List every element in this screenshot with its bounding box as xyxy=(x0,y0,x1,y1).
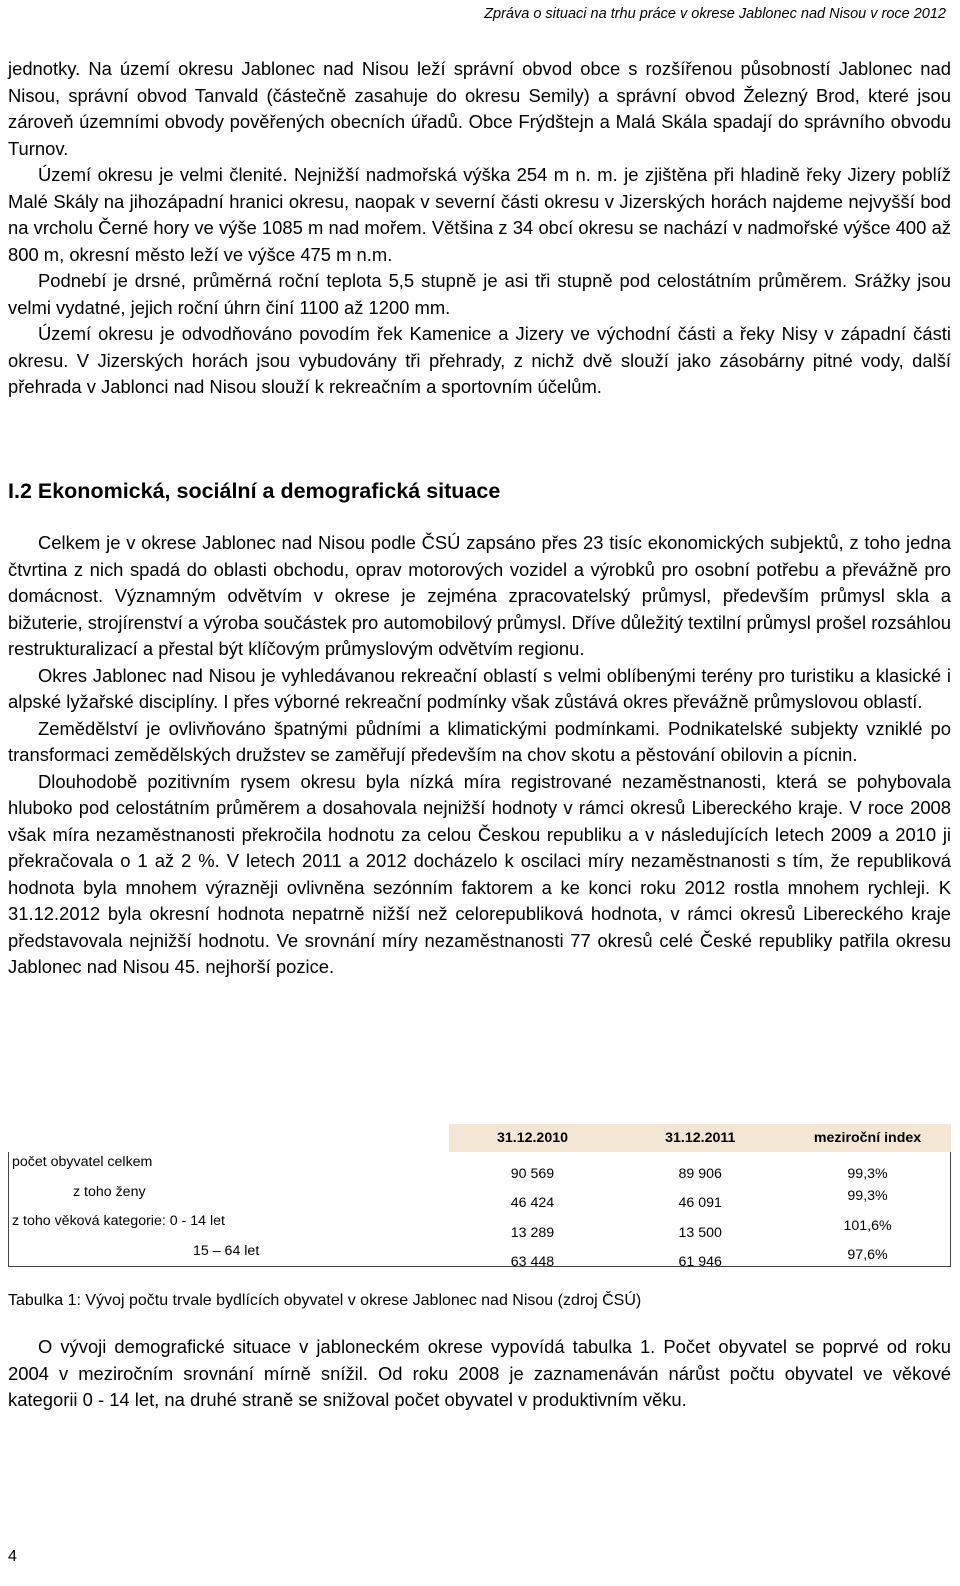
table-row xyxy=(8,1152,951,1182)
row-label: počet obyvatel celkem xyxy=(12,1154,153,1170)
table-header-index: meziroční index xyxy=(784,1124,951,1152)
paragraph: Území okresu je odvodňováno povodím řek Kamenice a Jizery ve východní části a řeky Nisy v západní části okresu. V Jizerských horách jsou vybudovány tři přehrady, z nichž dvě slouží jako zásobárny pitné vody, další přehrada v Jablonci nad Nisou slouží k rekreačním a sportovním účelům. xyxy=(8,323,951,397)
paragraph: Celkem je v okrese Jablonec nad Nisou podle ČSÚ zapsáno přes 23 tisíc ekonomických subjektů, z toho jedna čtvrtina z nich spadá do oblasti obchodu, oprav motorových vozidel a výrobků pro osobní potřebu a převážně pro domácnost. Významným odvětvím v okrese je zejména zpracovatelský průmysl, především průmysl skla a bižuterie, strojírenství a výroba součástek pro automobilový průmysl. Dříve důležitý textilní průmysl prošel rozsáhlou restrukturalizací a přestal být klíčovým průmyslovým odvětvím regionu. xyxy=(8,532,951,659)
paragraph: Dlouhodobě pozitivním rysem okresu byla nízká míra registrované nezaměstnanosti, která se pohybovala hluboko pod celostátním průměrem a dosahovala nejnižší hodnoty v rámci okresů Libereckého kraje. V roce 2008 však míra nezaměstnanosti překročila hodnotu za celou Českou republiku a v následujících letech 2009 a 2010 ji překračovala o 1 až 2 %. V letech 2011 a 2012 docházelo k oscilaci míry nezaměstnanosti s tím, že republiková hodnota byla mnohem výrazněji ovlivněna sezónním faktorem a ke konci roku 2012 rostla mnohem rychleji. K 31.12.2012 byla okresní hodnota nepatrně nižší než celorepubliková hodnota, v rámci okresů Libereckého kraje představovala nejnižší hodnotu. Ve srovnání míry nezaměstnanosti 77 okresů celé České republiky patřila okresu Jablonec nad Nisou 45. nejhorší pozice. xyxy=(8,770,951,977)
table-header-2011: 31.12.2011 xyxy=(616,1124,784,1152)
table-row xyxy=(8,1211,951,1241)
running-header: Zpráva o situaci na trhu práce v okrese Jablonec nad Nisou v roce 2012 xyxy=(484,6,946,22)
table-row xyxy=(8,1182,951,1212)
cell-2010: 46 424 xyxy=(510,1195,555,1211)
table-row xyxy=(8,1241,951,1271)
cell-2010: 90 569 xyxy=(510,1165,555,1182)
cell-2010: 63 448 xyxy=(510,1254,555,1270)
cell-index: 101,6% xyxy=(843,1217,892,1234)
population-table-frame xyxy=(8,1124,951,1270)
cell-2010: 13 289 xyxy=(510,1224,555,1241)
table-header-2010: 31.12.2010 xyxy=(449,1124,617,1152)
row-label: 15 – 64 let xyxy=(193,1242,260,1259)
paragraph: Území okresu je velmi členité. Nejnižší nadmořská výška 254 m n. m. je zjištěna při hladině řeky Jizery poblíž Malé Skály na jihozápadní hranici okresu, naopak v severní části okresu v Jizerských horách najdeme nejvyšší bod na vrcholu Černé hory ve výše 1085 m nad mořem. Většina z 34 obcí okresu se nachází v nadmořské výšce 400 až 800 m, okresní město leží ve výšce 475 m n.m. xyxy=(8,164,951,265)
paragraph: jednotky. Na území okresu Jablonec nad Nisou leží správní obvod obce s rozšířenou působností Jablonec nad Nisou, správní obvod Tanvald (částečně zasahuje do okresu Semily) a správní obvod Železný Brod, které jsou zároveň územními obvody pověřených obecních úřadů. Obce Frýdštejn a Malá Skála spadají do správního obvodu Turnov. xyxy=(8,58,951,159)
cell-index: 99,3% xyxy=(847,1165,888,1182)
row-label: z toho věková kategorie: 0 - 14 let xyxy=(12,1213,225,1229)
paragraph: Okres Jablonec nad Nisou je vyhledávanou rekreační oblastí s velmi oblíbenými terény pro turistiku a klasické i alpské lyžařské disciplíny. I přes výborné rekreační podmínky však zůstává okres převážně průmyslovou oblastí. xyxy=(8,664,951,712)
section-heading: I.2 Ekonomická, sociální a demografická situace xyxy=(8,479,501,503)
section-economy-text xyxy=(8,530,951,981)
table-header-row xyxy=(8,1124,951,1152)
population-table xyxy=(8,1124,951,1270)
cell-2011: 13 500 xyxy=(678,1224,722,1241)
cell-index: 97,6% xyxy=(847,1247,888,1264)
section-intro-text xyxy=(8,56,951,401)
row-label: z toho ženy xyxy=(73,1183,146,1200)
page-number: 4 xyxy=(8,1548,17,1565)
cell-2011: 46 091 xyxy=(678,1195,722,1211)
paragraph: O vývoji demografické situace v jabloneckém okrese vypovídá tabulka 1. Počet obyvatel se poprvé od roku 2004 v meziročním srovnání mírně snížil. Od roku 2008 je zaznamenáván nárůst počtu obyvatel ve věkové kategorii 0 - 14 let, na druhé straně se snižoval počet obyvatel v produktivním věku. xyxy=(8,1336,951,1410)
table-header-empty xyxy=(8,1124,449,1152)
cell-2011: 89 906 xyxy=(678,1165,722,1182)
paragraph: Zemědělství je ovlivňováno špatnými půdními a klimatickými podmínkami. Podnikatelské subjekty vzniklé po transformaci zemědělských družstev se zaměřují především na chov skotu a pěstování obilovin a pícnin. xyxy=(8,717,951,765)
paragraph: Podnebí je drsné, průměrná roční teplota 5,5 stupně je asi tři stupně pod celostátním průměrem. Srážky jsou velmi vydatné, jejich roční úhrn činí 1100 až 1200 mm. xyxy=(8,270,951,318)
table-caption: Tabulka 1: Vývoj počtu trvale bydlících obyvatel v okrese Jablonec nad Nisou (zdroj ČSÚ) xyxy=(8,1292,642,1309)
cell-index: 99,3% xyxy=(847,1188,888,1205)
cell-2011: 61 946 xyxy=(678,1254,722,1270)
section-demography-text xyxy=(8,1334,951,1414)
